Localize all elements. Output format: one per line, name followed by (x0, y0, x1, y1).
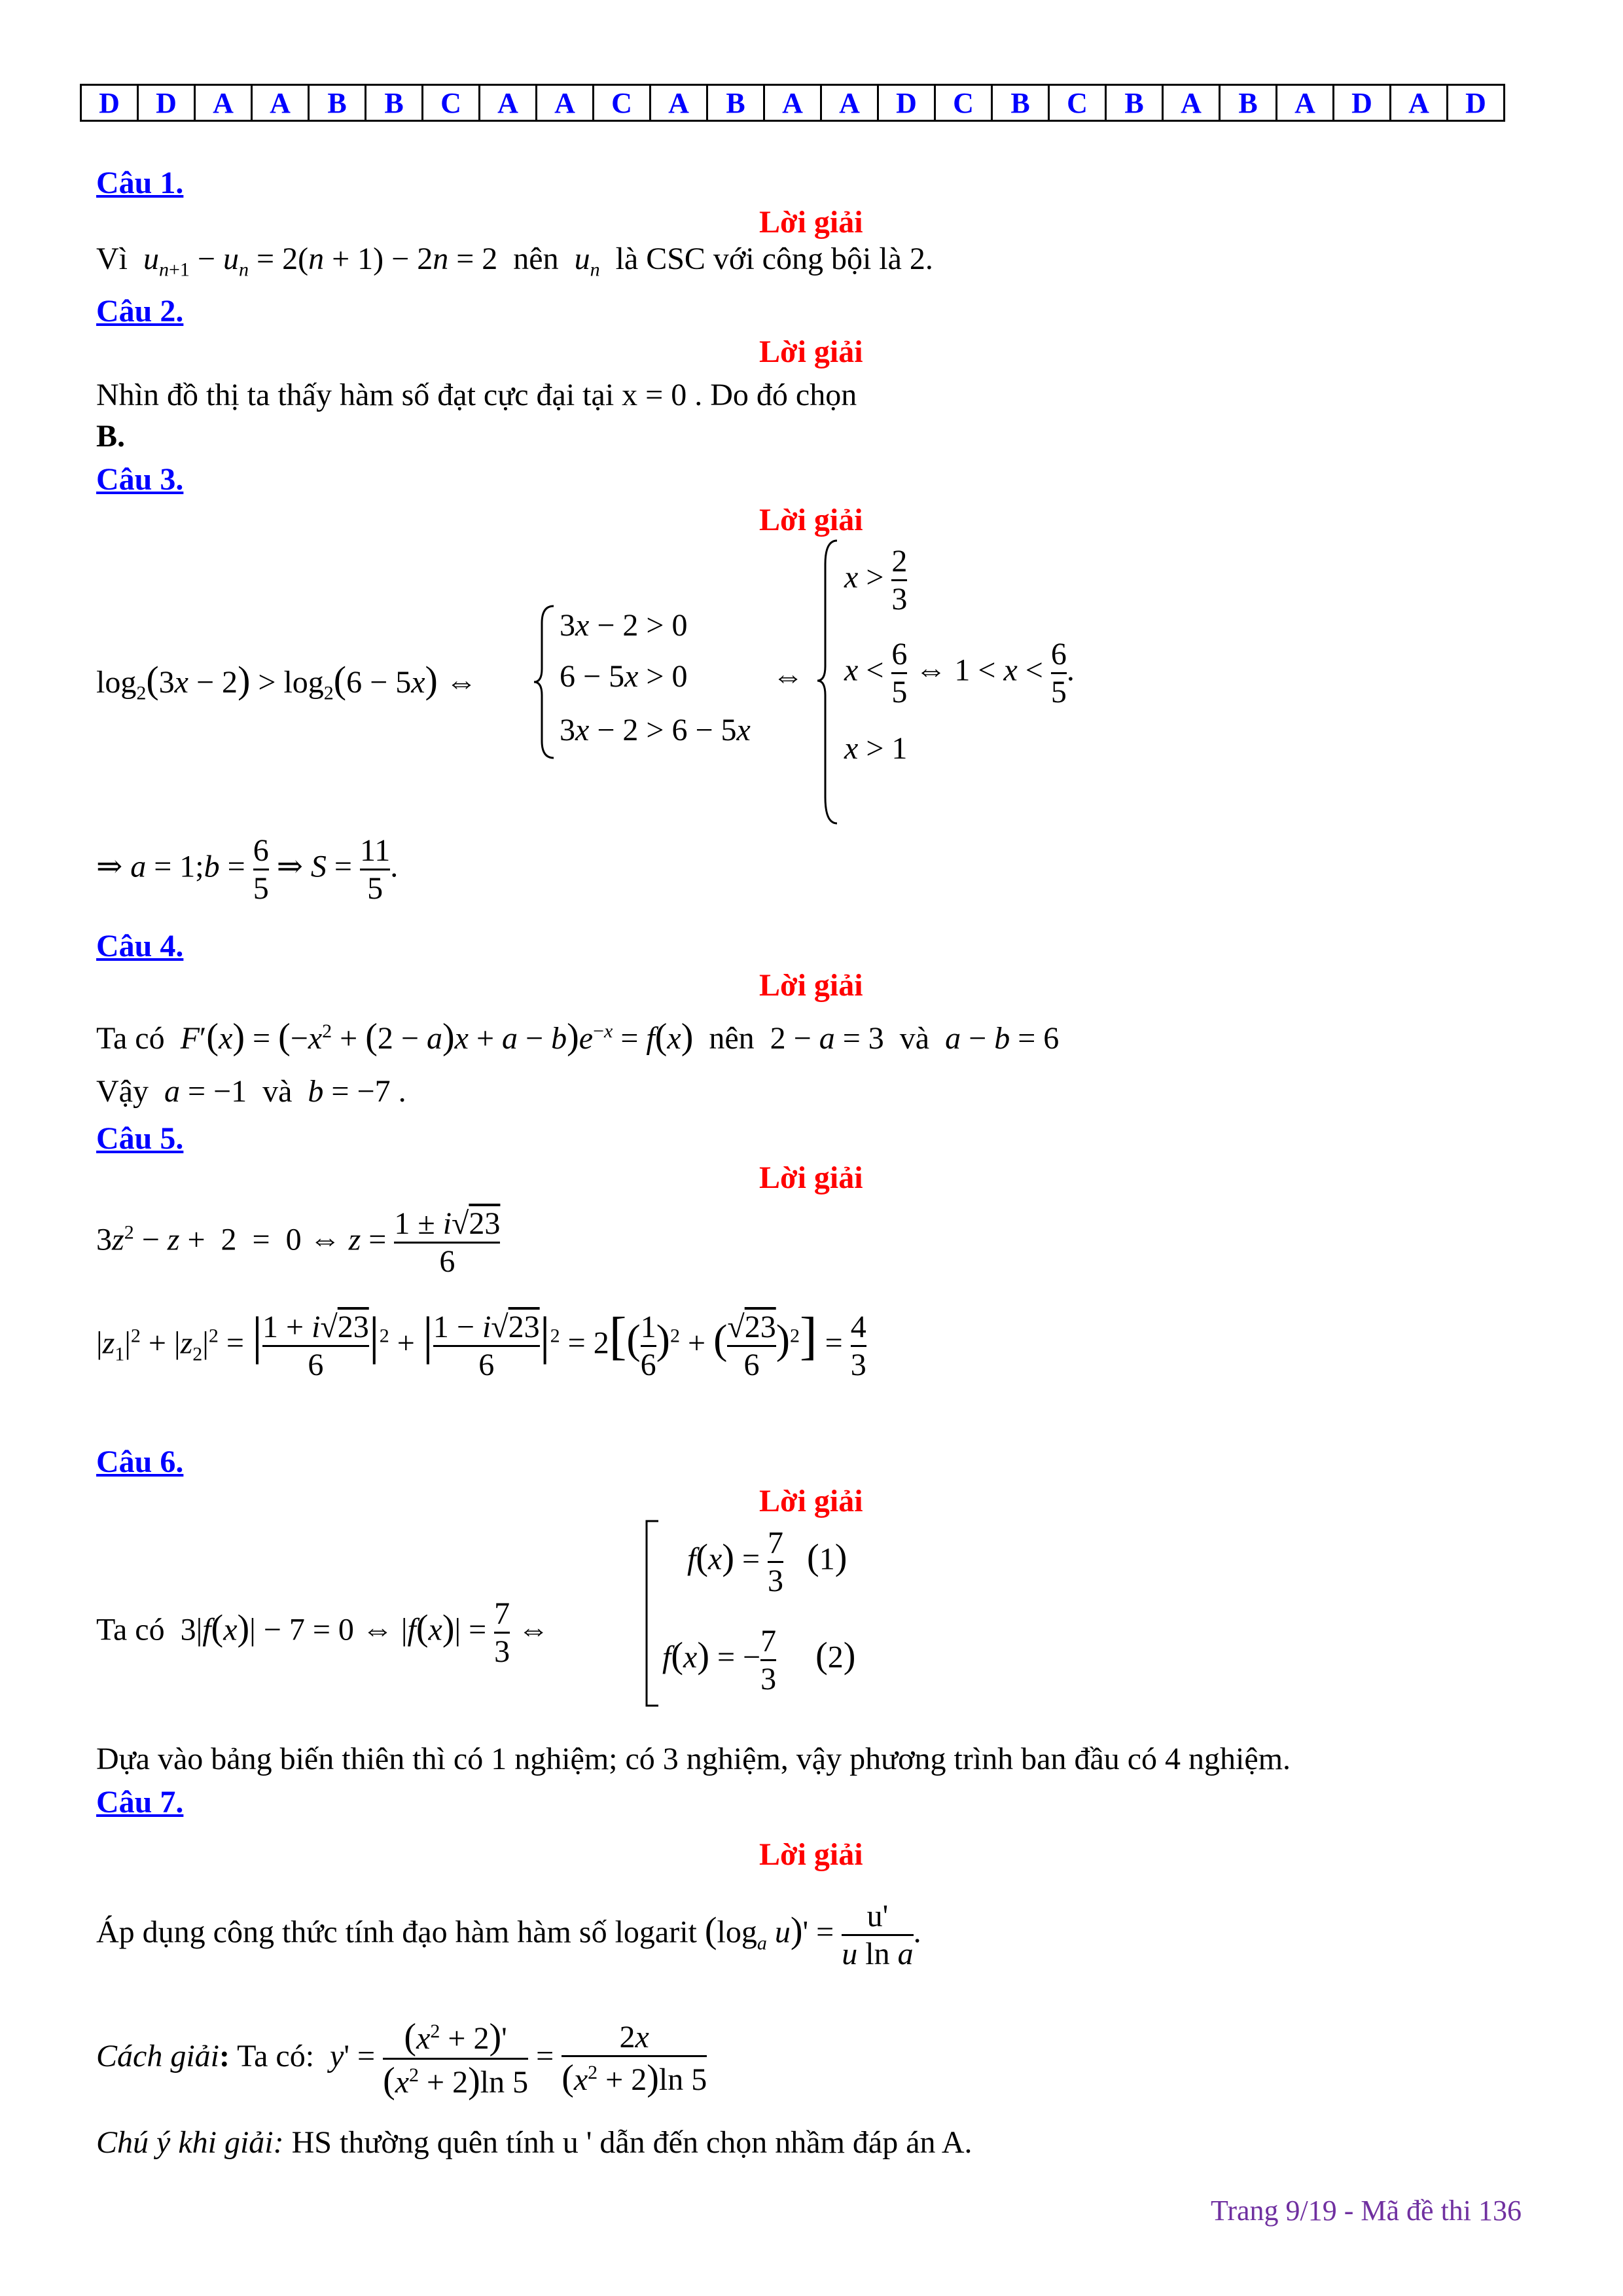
q6-case-1: f(x) = $\frac{7}{3}$ (1) (687, 1526, 847, 1599)
question-1-label[interactable]: Câu 1. (96, 166, 184, 200)
answer-key-cell: A (480, 85, 537, 121)
answer-key-cell: A (1391, 85, 1448, 121)
note-text: HS thường quên tính u ' dẫn đến chọn nhầm đáp án A. (291, 2125, 972, 2160)
answer-key-cell: D (138, 85, 195, 121)
answer-key-cell: A (537, 85, 594, 121)
q3-system-1-brace (531, 603, 558, 764)
solution-heading-4: Lời giải (759, 968, 863, 1003)
answer-key-cell: B (1106, 85, 1163, 121)
q4-result: Vậy a = −1 và b = −7 . (96, 1074, 406, 1109)
q4-solution: Ta có $F'(x) = (-x^2 + (2 - a)x + a - b)e^{-x} = f(x)$ nên 2 − a = 3 và a − b = 6 (96, 1016, 1060, 1057)
q6-case-2: f(x) = − $\frac{7}{3}$ (2) (662, 1624, 856, 1697)
q7-method: Cách giải: Ta có: y' = $\frac{(x^2 + 2)'}{(x^2 + 2)\ln 5}$ = $\frac{2x}{(x^2 + 2)\ln 5}$ (96, 2017, 707, 2102)
answer-key-cell: A (1277, 85, 1334, 121)
answer-key-cell: A (1163, 85, 1220, 121)
answer-key-cell: A (252, 85, 309, 121)
q3-system-1: 3x − 2 > 0 (560, 608, 688, 643)
answer-key-cell: D (81, 85, 138, 121)
q3-system-2-brace (815, 538, 841, 829)
solution-heading-2: Lời giải (759, 334, 863, 369)
question-4-label[interactable]: Câu 4. (96, 929, 184, 963)
solution-heading-5: Lời giải (759, 1160, 863, 1195)
q3-system-2: x > $\frac{2}{3}$ (844, 544, 908, 617)
answer-key-cell: B (707, 85, 764, 121)
answer-key-cell: B (1220, 85, 1277, 121)
q7-note (96, 2127, 972, 2159)
q5-modulus-sum: $|z_1|^2 + |z_2|^2$ = | $\frac{1 + i√23}{6}$ $|^2$ + | $\frac{1 - i√23}{6}$ $|^2 = 2$[( $\frac{1}{6}$ )$^2$ + ( $\frac{√23}{6}$ )$^2$] = $\frac{4}{3}$ (96, 1307, 866, 1383)
q3-inequality: $\log_2(3x - 2) > \log_2(6 - 5x)$ ⇔ (96, 658, 477, 704)
answer-key-cell: D (1334, 85, 1391, 121)
q7-formula: Áp dụng công thức tính đạo hàm hàm số logarit ($\log_a$ u)' = $\frac{u'}{\text{u ln a}}$ . (96, 1899, 921, 1972)
page-footer: Trang 9/19 - Mã đề thi 136 (1211, 2195, 1522, 2227)
answer-key-cell: C (594, 85, 651, 121)
answer-key-cell: A (195, 85, 252, 121)
question-2-label[interactable]: Câu 2. (96, 294, 184, 329)
answer-key-cell: A (764, 85, 821, 121)
answer-key-cell: C (1049, 85, 1106, 121)
q3-system-2: x > 1 (844, 731, 908, 766)
q6-bracket (643, 1518, 662, 1712)
method-label: Cách giải (96, 2038, 219, 2073)
q6-conclusion: Dựa vào bảng biến thiên thì có 1 nghiệm; có 3 nghiệm, vậy phương trình ban đầu có 4 nghiệm. (96, 1742, 1291, 1776)
answer-key-cell: C (935, 85, 992, 121)
q3-equivalence: ⇔ (772, 659, 804, 694)
question-3-label[interactable]: Câu 3. (96, 462, 184, 497)
question-6-label[interactable]: Câu 6. (96, 1444, 184, 1479)
q5-equation: $3z^2 - z + 2 = 0$ ⇔ z = $\frac{1 \pm i√23}{6}$ (96, 1206, 501, 1280)
q6-equation: Ta có 3|f(x)| − 7 = 0 ⇔ |f(x)| = $\frac{7}{3}$ ⇔ (96, 1596, 550, 1670)
q3-result: ⇒ a = 1;b = $\frac{6}{5}$ ⇒ S = $\frac{11}{5}$ . (96, 833, 399, 906)
answer-key-cell: B (366, 85, 423, 121)
answer-key-table (80, 84, 1505, 122)
answer-key-cell: B (992, 85, 1049, 121)
question-5-label[interactable]: Câu 5. (96, 1121, 184, 1156)
solution-heading-1: Lời giải (759, 205, 863, 240)
solution-heading-6: Lời giải (759, 1484, 863, 1518)
answer-key-cell: C (423, 85, 480, 121)
question-2-solution: Nhìn đồ thị ta thấy hàm số đạt cực đại tại x = 0 . Do đó chọn (96, 378, 857, 412)
question-1-solution: Vì $u_{n+1} - u_n = 2(n + 1) - 2n = 2$ nên $u_n$ là CSC với công bội là 2. (96, 242, 933, 281)
q3-system-1: 3x − 2 > 6 − 5x (560, 713, 751, 747)
answer-key-cell: B (309, 85, 366, 121)
answer-key-cell: A (821, 85, 878, 121)
answer-key-cell: A (651, 85, 707, 121)
note-label: Chú ý khi giải: (96, 2125, 284, 2160)
question-7-label[interactable]: Câu 7. (96, 1785, 184, 1820)
question-2-answer: B. (96, 419, 126, 454)
solution-heading-7: Lời giải (759, 1837, 863, 1872)
answer-key-cell: D (1448, 85, 1505, 121)
q3-system-2: x < $\frac{6}{5}$ ⇔ 1 < x < $\frac{6}{5}$ . (844, 637, 1075, 710)
answer-key-cell: D (878, 85, 935, 121)
solution-heading-3: Lời giải (759, 503, 863, 537)
q3-system-1: 6 − 5x > 0 (560, 659, 688, 694)
